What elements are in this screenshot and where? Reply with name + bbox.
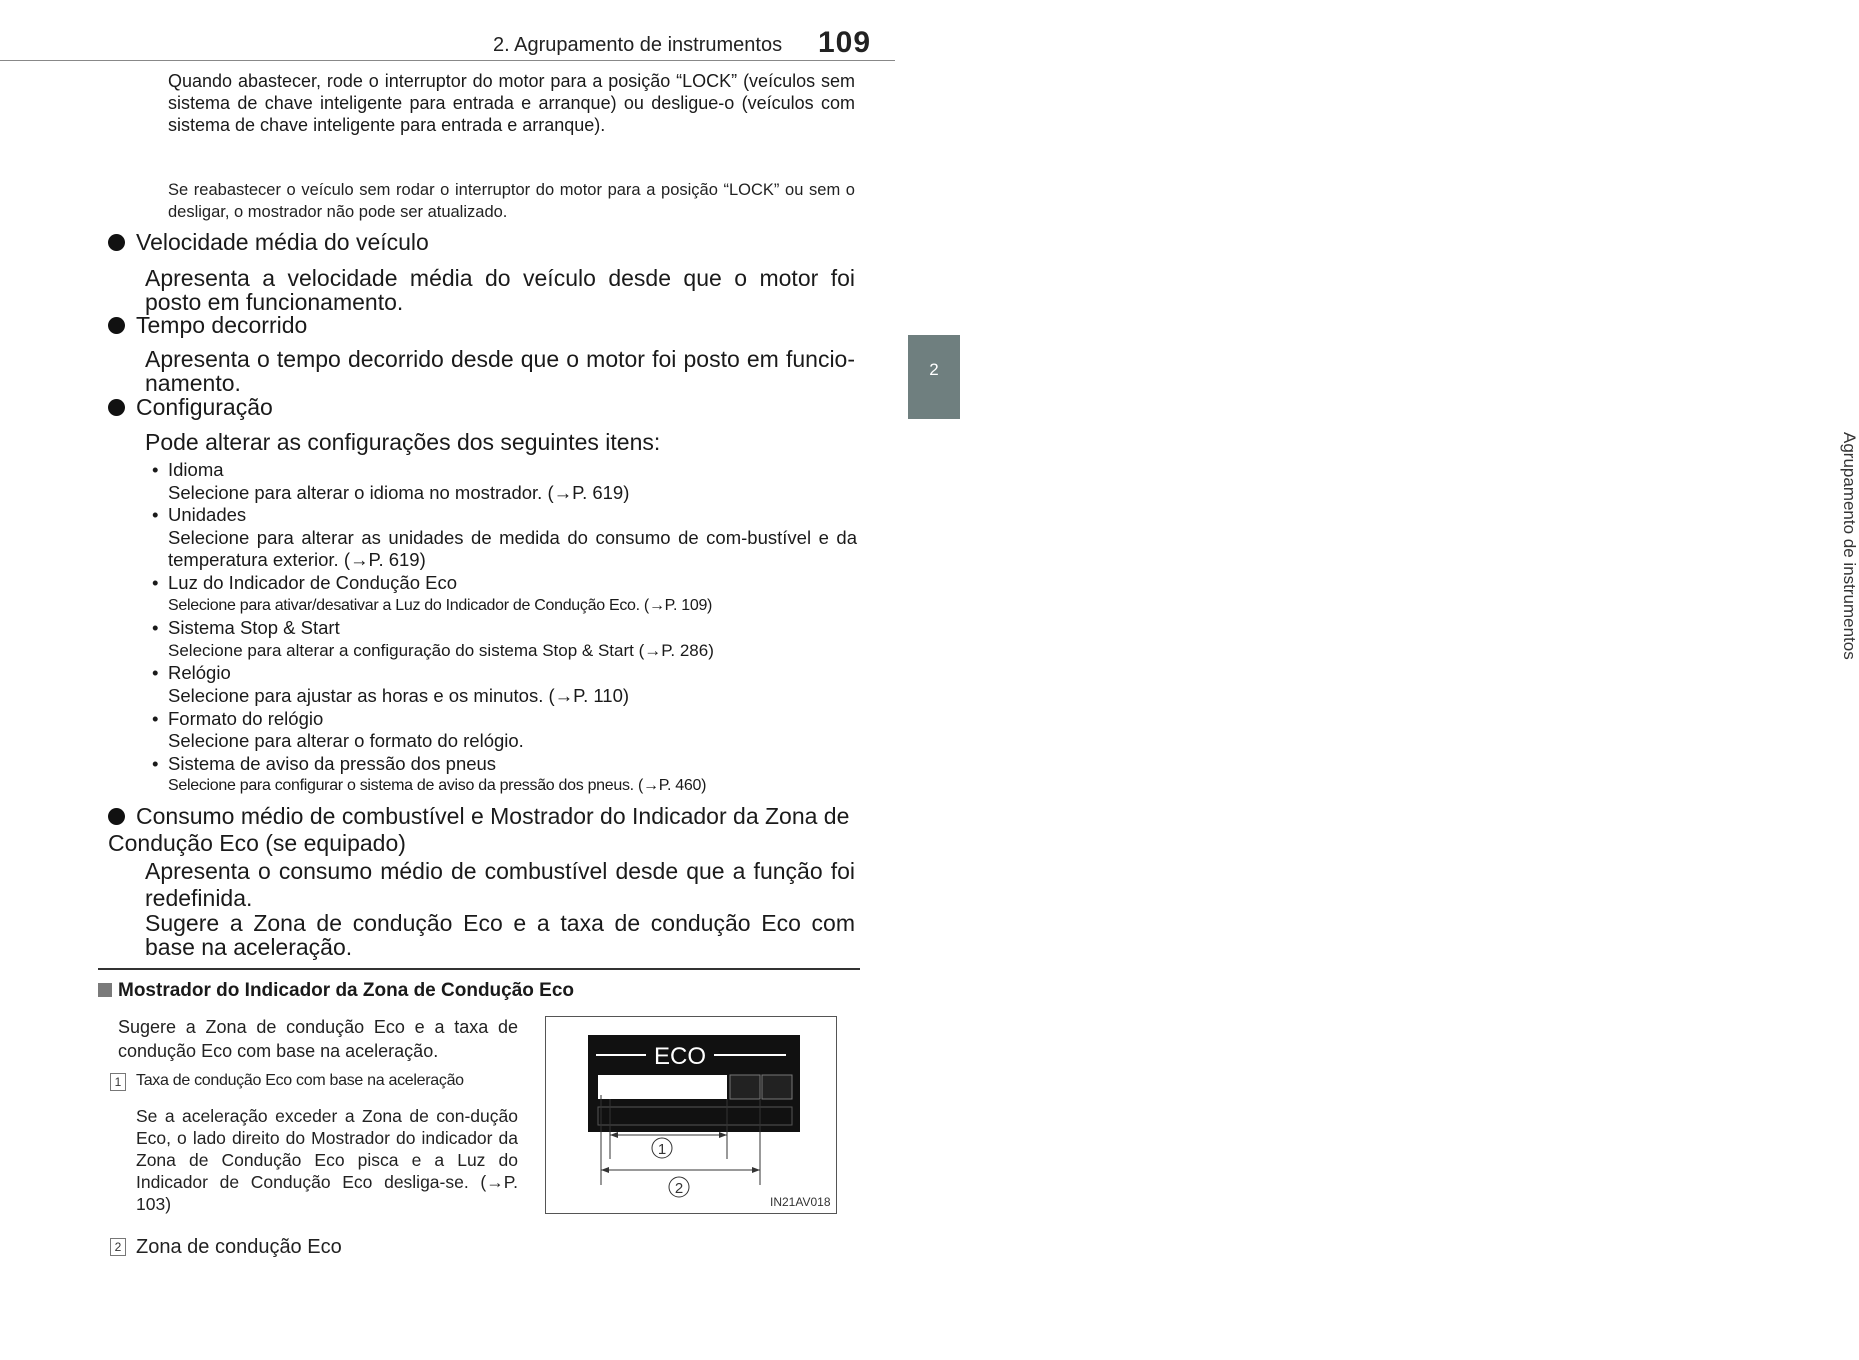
item-number-badge-1: 1: [110, 1073, 126, 1091]
config-item-eco-light: [152, 572, 857, 617]
chapter-tab-label-wrap: [905, 0, 1859, 1360]
bullet-dot-icon: [108, 399, 125, 416]
bullet-body-fuel-consumption-1: Apresenta o consumo médio de combustível desde que a função foi redefinida.: [145, 858, 855, 911]
bullet-heading-fuel-consumption: [108, 803, 858, 857]
chapter-tab-number: 2: [929, 360, 939, 379]
config-item-units: [152, 504, 857, 572]
eco-rate-bar: [598, 1075, 727, 1099]
config-item-list: [152, 459, 857, 798]
section-rule: [98, 968, 860, 970]
bullet-body-fuel-consumption-2: Sugere a Zona de condução Eco e a taxa de condução Eco com base na aceleração.: [145, 910, 855, 960]
bullet-body-configuration: Pode alterar as configurações dos seguintes itens:: [145, 429, 661, 455]
bullet-dot-icon: [108, 234, 125, 251]
config-item-desc: Selecione para configurar o sistema de aviso da pressão dos pneus. (→P. 460): [168, 777, 707, 795]
config-item-title: • Sistema Stop & Start: [152, 617, 857, 640]
bullet-heading-text: Configuração: [136, 394, 273, 420]
eco-zone-segment: [730, 1075, 760, 1099]
bullet-heading-elapsed-time: [108, 312, 307, 339]
bullet-body-elapsed-time: Apresenta o tempo decorrido desde que o motor foi posto em funcio-namento.: [145, 346, 855, 396]
header-rule: [0, 60, 895, 61]
bullet-dot-icon: [108, 808, 125, 825]
subsection-heading: [98, 980, 574, 1002]
square-bullet-icon: [98, 983, 112, 997]
callout-2-number: 2: [674, 1180, 684, 1197]
item-1-label: Taxa de condução Eco com base na aceleração: [136, 1072, 464, 1089]
eco-indicator-diagram: [546, 1017, 836, 1213]
bullet-dot-icon: [108, 317, 125, 334]
config-item-language: [152, 459, 857, 504]
subsection-heading-text: Mostrador do Indicador da Zona de Condução Eco: [118, 980, 575, 1001]
bullet-heading-text: Velocidade média do veículo: [136, 229, 429, 255]
config-item-clock: [152, 662, 857, 707]
config-item-desc: Selecione para alterar o formato do relógio.: [168, 730, 524, 752]
eco-intro-paragraph: Sugere a Zona de condução Eco e a taxa de condução Eco com base na aceleração.: [118, 1017, 518, 1061]
display-lower-bar: [598, 1107, 792, 1125]
config-item-title: • Relógio: [152, 662, 857, 685]
intro-paragraph-2: Se reabastecer o veículo sem rodar o interruptor do motor para a posição “LOCK” ou sem o desligar, o mostrador não pode ser atualizado.: [168, 181, 855, 221]
config-item-title: • Formato do relógio: [152, 708, 857, 731]
bullet-heading-average-speed: [108, 229, 429, 256]
config-item-clock-format: [152, 708, 857, 753]
config-item-desc: Selecione para ativar/desativar a Luz do Indicador de Condução Eco. (→P. 109): [168, 596, 713, 614]
config-item-desc: Selecione para alterar as unidades de medida do consumo de com-bustível e da temperatura exterior. (→P. 619): [168, 526, 857, 571]
bullet-body-average-speed: Apresenta a velocidade média do veículo desde que o motor foi posto em funcionamento.: [145, 265, 855, 315]
section-title: 2. Agrupamento de instrumentos: [493, 34, 783, 56]
item-2-label: Zona de condução Eco: [136, 1236, 342, 1258]
config-item-desc: Selecione para ajustar as horas e os minutos. (→P. 110): [168, 684, 630, 706]
config-item-title: • Idioma: [152, 459, 857, 482]
chapter-tab-label: Agrupamento de instrumentos: [1840, 432, 1859, 660]
item-1-description: Se a aceleração exceder a Zona de con-dução Eco, o lado direito do Mostrador do indicador da Zona de Condução Eco pisca e a Luz do Indicador de Condução Eco desliga-se. (→P. 103): [136, 1106, 518, 1214]
eco-zone-segment: [762, 1075, 792, 1099]
config-item-tire-pressure: [152, 753, 857, 798]
display-eco-label: ECO: [653, 1043, 707, 1070]
intro-paragraph-1: Quando abastecer, rode o interruptor do motor para a posição “LOCK” (veículos sem sistema de chave inteligente para entrada e arranque) ou desligue-o (veículos com sistema de chave inteligente para entrada e arranque).: [168, 71, 855, 135]
config-item-stop-start: [152, 617, 857, 662]
bullet-heading-text: Consumo médio de combustível e Mostrador do Indicador da Zona de Condução Eco (se equipado): [108, 803, 850, 856]
page-number: 109: [818, 26, 872, 59]
config-item-title: • Unidades: [152, 504, 857, 527]
item-number-badge-2: 2: [110, 1238, 126, 1256]
config-item-desc: Selecione para alterar o idioma no mostrador. (→P. 619): [168, 481, 630, 503]
callout-1-number: 1: [657, 1141, 667, 1158]
config-item-title: • Luz do Indicador de Condução Eco: [152, 572, 857, 595]
config-item-title: • Sistema de aviso da pressão dos pneus: [152, 753, 857, 776]
eco-indicator-figure: [545, 1016, 837, 1214]
bullet-heading-configuration: [108, 394, 273, 421]
config-item-desc: Selecione para alterar a configuração do sistema Stop & Start (→P. 286): [168, 640, 714, 660]
bullet-heading-text: Tempo decorrido: [136, 312, 308, 338]
figure-id: IN21AV018: [770, 1195, 831, 1209]
